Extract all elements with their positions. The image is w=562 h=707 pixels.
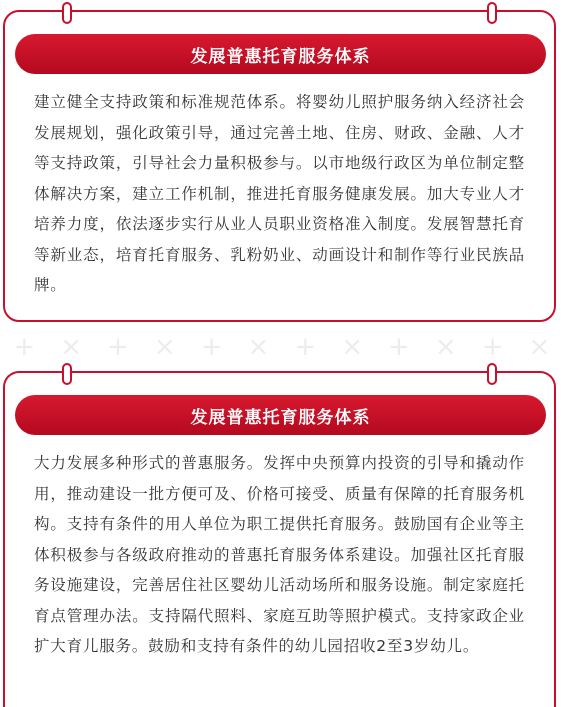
plus-icon: + [481,332,504,362]
policy-card-1 [3,10,556,322]
cross-icon: × [341,332,363,362]
plus-icon: + [13,332,36,362]
binder-ring-icon [62,2,72,24]
binder-ring-icon [487,2,497,24]
section-body: 建立健全支持政策和标准规范体系。将婴幼儿照护服务纳入经济社会发展规划，强化政策引导，通过完善土地、住房、财政、金融、人才等支持政策，引导社会力量积极参与。以市地级行政区为单位制定整体解决方案，建立工作机制，推进托育服务健康发展。加大专业人才培养力度，依法逐步实行从业人员职业资格准入制度。发展智慧托育等新业态，培育托育服务、乳粉奶业、动画设计和制作等行业民族品牌。 [34,93,525,294]
binder-ring-icon [62,363,72,385]
section-body: 大力发展多种形式的普惠服务。发挥中央预算内投资的引导和撬动作用，推动建设一批方便可及、价格可接受、质量有保障的托育服务机构。支持有条件的用人单位为职工提供托育服务。鼓励国有企业等主体积极参与各级政府推动的普惠托育服务体系建设。加强社区托育服务设施建设，完善居住社区婴幼儿活动场所和服务设施。制定家庭托育点管理办法。支持隔代照料、家庭互助等照护模式。支持家政企业扩大育儿服务。鼓励和支持有条件的幼儿园招收2至3岁幼儿。 [34,454,525,655]
plus-icon: + [107,332,129,362]
decorative-divider [0,328,562,366]
plus-icon: + [200,332,223,362]
plus-icon: + [388,332,410,362]
section-title: 发展普惠托育服务体系 [15,395,546,435]
policy-card-2 [3,371,556,707]
cross-icon: × [528,332,551,362]
binder-ring-icon [487,363,497,385]
section-title: 发展普惠托育服务体系 [15,34,546,74]
cross-icon: × [153,332,176,362]
cross-icon: × [247,332,270,362]
cross-icon: × [434,332,457,362]
cross-icon: × [60,332,83,362]
plus-icon: + [294,332,317,362]
